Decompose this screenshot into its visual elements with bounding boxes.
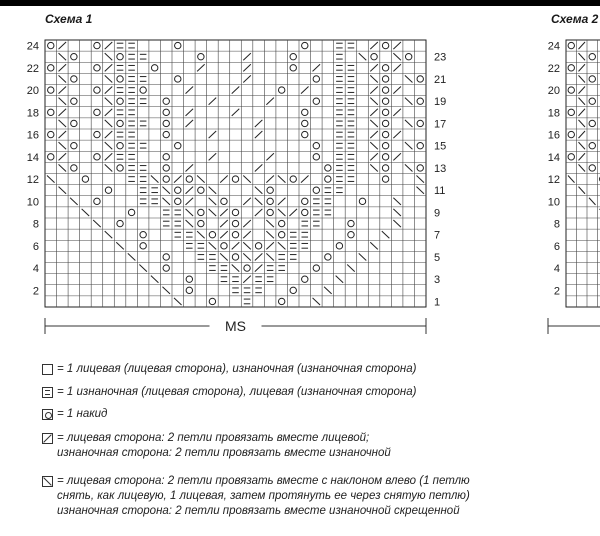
yarn-over-symbol-icon: [42, 409, 53, 420]
row-label-left: 24: [26, 40, 39, 53]
row-label-left: 8: [32, 218, 39, 231]
row-label-left-2: 8: [553, 218, 560, 231]
row-label-left: 2: [32, 285, 39, 298]
row-label-left: 14: [26, 151, 39, 164]
legend-item-yarn-over: = 1 накид: [42, 407, 107, 422]
row-label-left-2: 12: [547, 174, 560, 187]
legend-item-knit: = 1 лицевая (лицевая сторона), изнаночная (изнаночная сторона): [42, 362, 416, 377]
row-label-right: 21: [434, 73, 447, 86]
row-label-left-2: 4: [553, 263, 560, 276]
row-label-right: 7: [434, 229, 441, 242]
row-label-left-2: 6: [553, 240, 560, 253]
row-label-right: 9: [434, 207, 441, 220]
row-label-right: 17: [434, 118, 447, 131]
row-label-left: 20: [26, 85, 39, 98]
row-label-left-2: 24: [547, 40, 560, 53]
legend-item-purl: = 1 изнаночная (лицевая сторона), лицевая (изнаночная сторона): [42, 385, 416, 400]
ms-label: MS: [225, 318, 246, 334]
row-label-left: 18: [26, 107, 39, 120]
row-label-left: 12: [26, 174, 39, 187]
row-label-left-2: 18: [547, 107, 560, 120]
row-label-left-2: 2: [553, 285, 560, 298]
row-label-left-2: 14: [547, 151, 560, 164]
row-label-right: 23: [434, 51, 447, 64]
legend-item-k2tog-left: = лицевая сторона: 2 петли провязать вместе с наклоном влево (1 петлю снять, как лицевую, 1 лицевая, затем протянуть ее через снятую петлю) изнаночная сторона: 2 петли провязать вместе изнаночной скрещенной: [42, 474, 470, 519]
row-label-left-2: 22: [547, 62, 560, 75]
k2tog-right-symbol-icon: [42, 433, 53, 444]
row-label-left: 22: [26, 62, 39, 75]
row-label-right: 13: [434, 162, 447, 175]
row-label-left: 10: [26, 196, 39, 209]
row-label-right: 3: [434, 274, 441, 287]
row-label-left-2: 16: [547, 129, 560, 142]
purl-symbol-icon: [42, 387, 53, 398]
row-label-left: 6: [32, 240, 39, 253]
knit-symbol-icon: [42, 364, 53, 375]
row-label-left: 16: [26, 129, 39, 142]
row-label-right: 1: [434, 296, 441, 309]
k2tog-left-symbol-icon: [42, 476, 53, 487]
row-label-left-2: 20: [547, 85, 560, 98]
row-label-left-2: 10: [547, 196, 560, 209]
row-label-right: 19: [434, 96, 447, 109]
row-label-left: 4: [32, 263, 39, 276]
chart-title-1: Схема 1: [45, 12, 93, 26]
legend-item-k2tog-right: = лицевая сторона: 2 петли провязать вместе лицевой; изнаночная сторона: 2 петли провязать вместе изнаночной: [42, 431, 391, 461]
chart-title-2: Схема 2: [551, 12, 599, 26]
row-label-right: 15: [434, 140, 447, 153]
row-label-right: 11: [434, 185, 446, 198]
row-label-right: 5: [434, 251, 441, 264]
